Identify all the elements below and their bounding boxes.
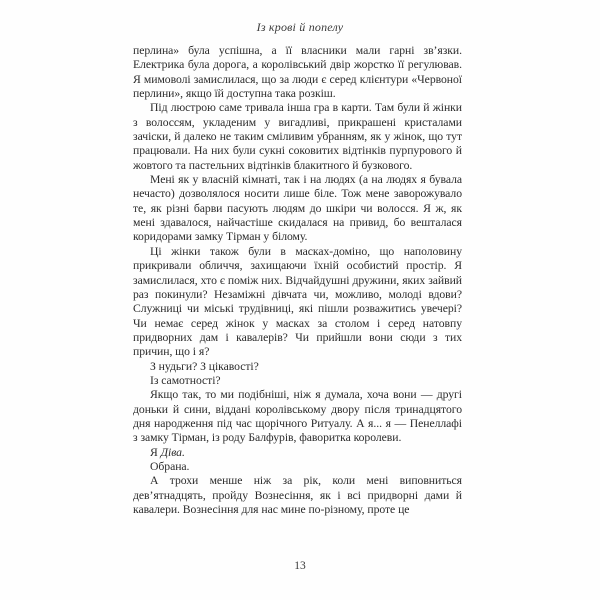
emphasized-text: Діва.	[160, 445, 185, 459]
paragraph-text: А трохи менше ніж за рік, коли мені виповниться дев’ятнадцять, пройду Вознесіння, як і всі придворні дами й кавалери. Вознесіння для нас мине по-різному, проте це	[133, 474, 462, 516]
paragraph-text: Ці жінки також були в масках-доміно, що наполовину прикривали обличчя, захищаючи їхній особистий простір. Я замислилася, хто є поміж них. Відчайдушні дружини, яких зайвий раз покинули? Незаміжні дівчата чи, можливо, молоді вдови? Служниці чи міські трудівниці, які пішли розважитись увечері? Чи немає серед жінок у масках за столом і серед натовпу придворних дам і кавалерів? Чи прийшли вони сюди з тих причин, що і я?	[133, 244, 462, 359]
paragraph-text: Я	[150, 445, 161, 459]
paragraph	[133, 360, 462, 374]
paragraph	[133, 173, 462, 245]
paragraph	[133, 446, 462, 460]
paragraph-text: Під люстрою саме тривала інша гра в карти. Там були й жінки з волоссям, укладеним у вигадливі, прикрашені кристалами зачіски, й далеко не таким сміливим убранням, як у жінок, що тут працювали. На них були сукні соковитих відтінків пурпурового й жовтого та пастельних відтінків блакитного й бузкового.	[133, 101, 462, 172]
paragraph-text: З нудьги? З цікавості?	[150, 359, 259, 373]
paragraph-text: Якщо так, то ми подібніші, ніж я думала, хоча вони — другі доньки й сини, віддані королівському двору після тринадцятого дня народження під час щорічного Ритуалу. А я... я — Пенеллафі з замку Тірман, із роду Балфурів, фаворитка королеви.	[133, 388, 462, 445]
paragraph	[133, 374, 462, 388]
paragraph	[133, 388, 462, 445]
paragraph-text: перлина» була успішна, а її власники мали гарні зв’язки. Електрика була дорога, а королівський двір жорстко її регулював. Я мимоволі замислилася, що за люди є серед клієнтури «Червоної перлини», якщо їй доступна така розкіш.	[133, 44, 462, 101]
paragraph	[133, 44, 462, 101]
paragraph-text: Обрана.	[150, 459, 190, 473]
page-number: 13	[294, 560, 306, 572]
paragraph	[133, 101, 462, 173]
body-text	[133, 44, 462, 517]
paragraph	[133, 460, 462, 474]
paragraph-text: Із самотності?	[150, 373, 221, 387]
paragraph	[133, 245, 462, 360]
paragraph	[133, 474, 462, 517]
running-header-title: Із крові й попелу	[256, 20, 344, 34]
paragraph-text: Мені як у власній кімнаті, так і на людях (а на людях я бувала нечасто) дозволялося носити лише біле. Тож мене заворожувало те, як різні барви пасують людям до шкіри чи волосся. Я ж, як мені здавалося, найчастіше скидалася на привид, бо вешталася коридорами замку Тірман у білому.	[133, 173, 462, 244]
